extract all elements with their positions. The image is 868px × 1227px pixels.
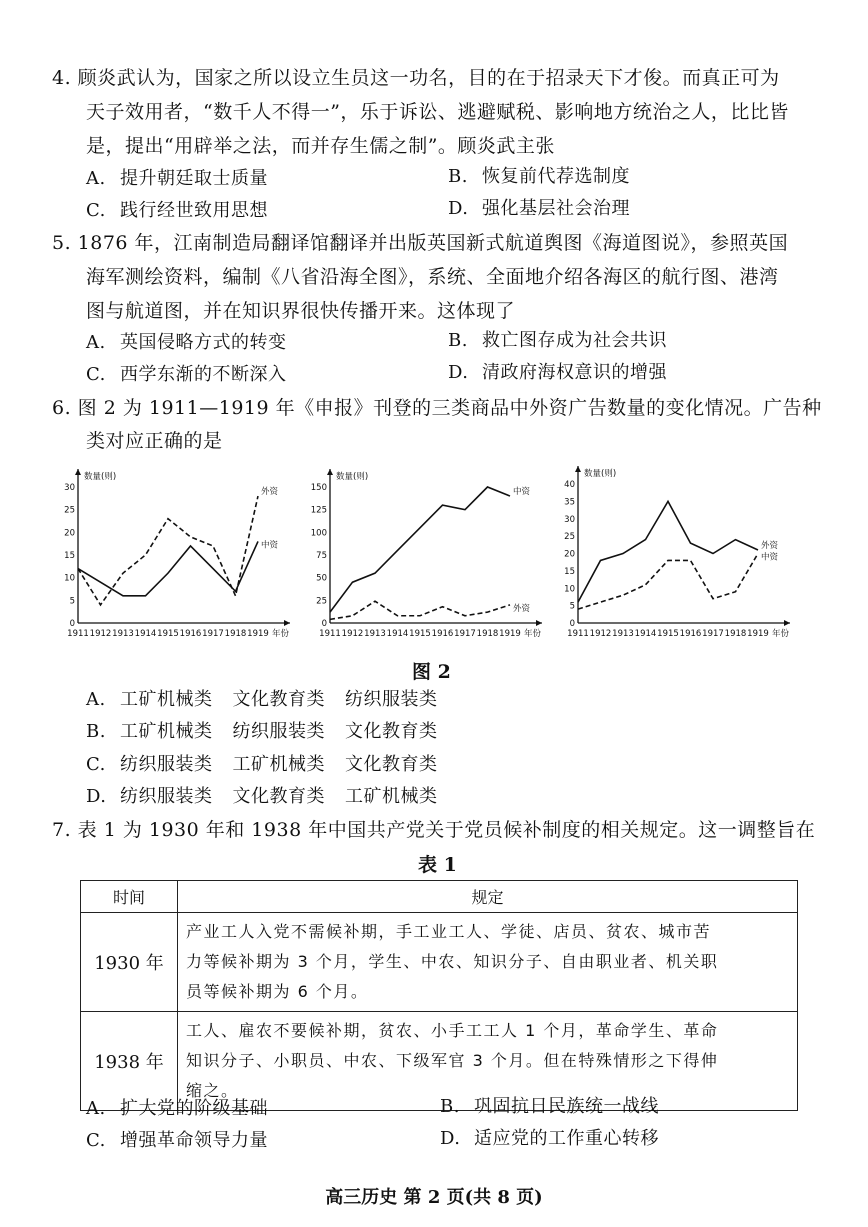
series-label: 外资 bbox=[261, 487, 279, 498]
x-tick-label: 1913 bbox=[612, 629, 634, 639]
table-cell-time: 1930 年 bbox=[81, 913, 178, 1012]
series-label: 外资 bbox=[513, 603, 531, 614]
x-tick-label: 1915 bbox=[409, 629, 431, 639]
y-axis-label: 数量(则) bbox=[84, 472, 117, 482]
q4-option-d[interactable]: D. 强化基层社会治理 bbox=[448, 198, 630, 219]
series-line-外资 bbox=[78, 496, 258, 605]
q4-stem-line-2: 天子效用者，“数千人不得一”，乐于诉讼、逃避赋税、影响地方统治之人，比比皆 bbox=[86, 101, 789, 123]
x-tick-label: 1914 bbox=[634, 629, 657, 639]
y-tick-label: 15 bbox=[64, 551, 75, 561]
q5-stem-line-2: 海军测绘资料，编制《八省沿海全图》，系统、全面地介绍各海区的航行图、港湾 bbox=[86, 266, 779, 288]
y-tick-label: 20 bbox=[564, 549, 575, 560]
series-line-中资 bbox=[330, 487, 510, 612]
y-axis-arrow bbox=[327, 469, 333, 475]
x-tick-label: 1916 bbox=[679, 629, 702, 639]
q5-stem-line-1: 5. 1876 年，江南制造局翻译馆翻译并出版英国新式航道舆图《海道图说》，参照英国 bbox=[52, 232, 789, 254]
y-tick-label: 25 bbox=[64, 505, 75, 516]
table-cell-time: 1938 年 bbox=[81, 1012, 178, 1111]
x-tick-label: 1911 bbox=[567, 629, 589, 639]
x-tick-label: 1916 bbox=[431, 629, 454, 639]
series-line-外资 bbox=[578, 501, 758, 602]
x-tick-label: 1917 bbox=[702, 629, 724, 639]
y-tick-label: 25 bbox=[316, 596, 327, 607]
y-tick-label: 0 bbox=[569, 619, 575, 629]
x-tick-label: 1915 bbox=[157, 629, 179, 639]
chart-2 bbox=[310, 465, 548, 645]
q5-option-d[interactable]: D. 清政府海权意识的增强 bbox=[448, 362, 667, 383]
y-tick-label: 0 bbox=[321, 619, 327, 629]
x-axis-label: 年份 bbox=[772, 629, 790, 639]
series-line-中资 bbox=[78, 541, 258, 595]
q4-stem-line-1: 4. 顾炎武认为，国家之所以设立生员这一功名，目的在于招录天下才俊。而真正可为 bbox=[52, 67, 780, 89]
x-tick-label: 1911 bbox=[67, 629, 89, 639]
y-tick-label: 100 bbox=[310, 528, 327, 539]
table-cell-rule: 产业工人入党不需候补期，手工业工人、学徒、店员、贫农、城市苦 力等候补期为 3 个月，学生、中农、知识分子、自由职业者、机关职 员等候补期为 6 个月。 bbox=[178, 913, 798, 1012]
x-tick-label: 1915 bbox=[657, 629, 679, 639]
q4-option-b[interactable]: B. 恢复前代荐选制度 bbox=[448, 166, 630, 187]
y-tick-label: 5 bbox=[69, 596, 75, 607]
x-tick-label: 1918 bbox=[476, 629, 499, 639]
chart-1 bbox=[58, 465, 296, 645]
x-tick-label: 1913 bbox=[112, 629, 134, 639]
table-caption: 表 1 bbox=[418, 854, 457, 876]
y-tick-label: 50 bbox=[316, 573, 327, 584]
q5-stem-line-3: 图与航道图，并在知识界很快传播开来。这体现了 bbox=[86, 300, 516, 322]
y-tick-label: 5 bbox=[569, 601, 575, 612]
y-tick-label: 40 bbox=[564, 480, 575, 490]
x-tick-label: 1918 bbox=[224, 629, 247, 639]
y-tick-label: 20 bbox=[64, 528, 75, 539]
series-line-中资 bbox=[578, 554, 758, 610]
x-tick-label: 1912 bbox=[341, 629, 364, 639]
figure-caption: 图 2 bbox=[412, 661, 451, 683]
y-tick-label: 15 bbox=[564, 566, 575, 577]
x-tick-label: 1919 bbox=[247, 629, 269, 639]
table-header-time: 时间 bbox=[81, 881, 178, 913]
q6-option-a[interactable]: A. 工矿机械类 文化教育类 纺织服装类 bbox=[86, 689, 438, 710]
q7-stem-line-1: 7. 表 1 为 1930 年和 1938 年中国共产党关于党员候补制度的相关规定。这一调整旨在 bbox=[52, 819, 816, 841]
rule-table bbox=[80, 880, 798, 1111]
table-row bbox=[81, 913, 798, 1012]
x-axis-label: 年份 bbox=[272, 629, 290, 639]
x-tick-label: 1914 bbox=[386, 629, 409, 639]
x-tick-label: 1911 bbox=[319, 629, 341, 639]
y-tick-label: 30 bbox=[64, 483, 75, 493]
q6-stem-line-1: 6. 图 2 为 1911—1919 年《申报》刊登的三类商品中外资广告数量的变化情况。广告种 bbox=[52, 397, 822, 419]
q7-option-c[interactable]: C. 增强革命领导力量 bbox=[86, 1130, 268, 1151]
y-axis-arrow bbox=[75, 469, 81, 475]
series-label: 中资 bbox=[513, 487, 531, 498]
q6-option-b[interactable]: B. 工矿机械类 纺织服装类 文化教育类 bbox=[86, 721, 438, 742]
q7-option-d[interactable]: D. 适应党的工作重心转移 bbox=[440, 1128, 659, 1149]
y-tick-label: 35 bbox=[564, 497, 575, 508]
table-header-row bbox=[81, 881, 798, 913]
x-tick-label: 1913 bbox=[364, 629, 386, 639]
y-tick-label: 10 bbox=[564, 584, 575, 595]
y-axis-label: 数量(则) bbox=[584, 469, 617, 479]
table-header-rule: 规定 bbox=[178, 881, 798, 913]
x-tick-label: 1919 bbox=[747, 629, 769, 639]
x-axis-label: 年份 bbox=[524, 629, 542, 639]
q5-option-c[interactable]: C. 西学东渐的不断深入 bbox=[86, 364, 287, 385]
x-tick-label: 1919 bbox=[499, 629, 521, 639]
series-line-外资 bbox=[330, 601, 510, 619]
table-cell-rule: 工人、雇农不要候补期，贫农、小手工工人 1 个月，革命学生、革命 知识分子、小职员、中农、下级军官 3 个月。但在特殊情形之下得伸 缩之。 bbox=[178, 1012, 798, 1111]
y-tick-label: 150 bbox=[310, 483, 327, 493]
y-tick-label: 10 bbox=[64, 573, 75, 584]
series-label: 中资 bbox=[261, 540, 279, 551]
q7-option-a[interactable]: A. 扩大党的阶级基础 bbox=[86, 1098, 268, 1119]
table-row bbox=[81, 1012, 798, 1111]
x-axis-arrow bbox=[284, 620, 290, 626]
y-tick-label: 30 bbox=[564, 514, 575, 525]
y-tick-label: 125 bbox=[310, 505, 327, 516]
page-footer: 高三历史 第 2 页(共 8 页) bbox=[325, 1187, 543, 1208]
x-tick-label: 1912 bbox=[589, 629, 612, 639]
q6-stem-line-2: 类对应正确的是 bbox=[86, 430, 223, 452]
x-tick-label: 1916 bbox=[179, 629, 202, 639]
y-tick-label: 75 bbox=[316, 551, 327, 561]
series-label: 外资 bbox=[761, 541, 779, 552]
x-axis-arrow bbox=[536, 620, 542, 626]
q6-option-c[interactable]: C. 纺织服装类 工矿机械类 文化教育类 bbox=[86, 754, 438, 775]
x-axis-arrow bbox=[784, 620, 790, 626]
q5-option-b[interactable]: B. 救亡图存成为社会共识 bbox=[448, 330, 667, 351]
q4-option-c[interactable]: C. 践行经世致用思想 bbox=[86, 200, 268, 221]
q4-stem-line-3: 是，提出“用辟举之法，而并存生儒之制”。顾炎武主张 bbox=[86, 135, 555, 157]
x-tick-label: 1917 bbox=[202, 629, 224, 639]
series-label: 中资 bbox=[761, 552, 779, 563]
y-tick-label: 25 bbox=[564, 532, 575, 543]
x-tick-label: 1917 bbox=[454, 629, 476, 639]
y-tick-label: 0 bbox=[69, 619, 75, 629]
y-axis-label: 数量(则) bbox=[336, 472, 369, 482]
chart-3 bbox=[558, 462, 796, 645]
x-tick-label: 1912 bbox=[89, 629, 112, 639]
x-tick-label: 1918 bbox=[724, 629, 747, 639]
q6-option-d[interactable]: D. 纺织服装类 文化教育类 工矿机械类 bbox=[86, 786, 438, 807]
q7-option-b[interactable]: B. 巩固抗日民族统一战线 bbox=[440, 1096, 659, 1117]
x-tick-label: 1914 bbox=[134, 629, 157, 639]
y-axis-arrow bbox=[575, 466, 581, 472]
q5-option-a[interactable]: A. 英国侵略方式的转变 bbox=[86, 332, 287, 353]
q4-option-a[interactable]: A. 提升朝廷取士质量 bbox=[86, 168, 268, 189]
